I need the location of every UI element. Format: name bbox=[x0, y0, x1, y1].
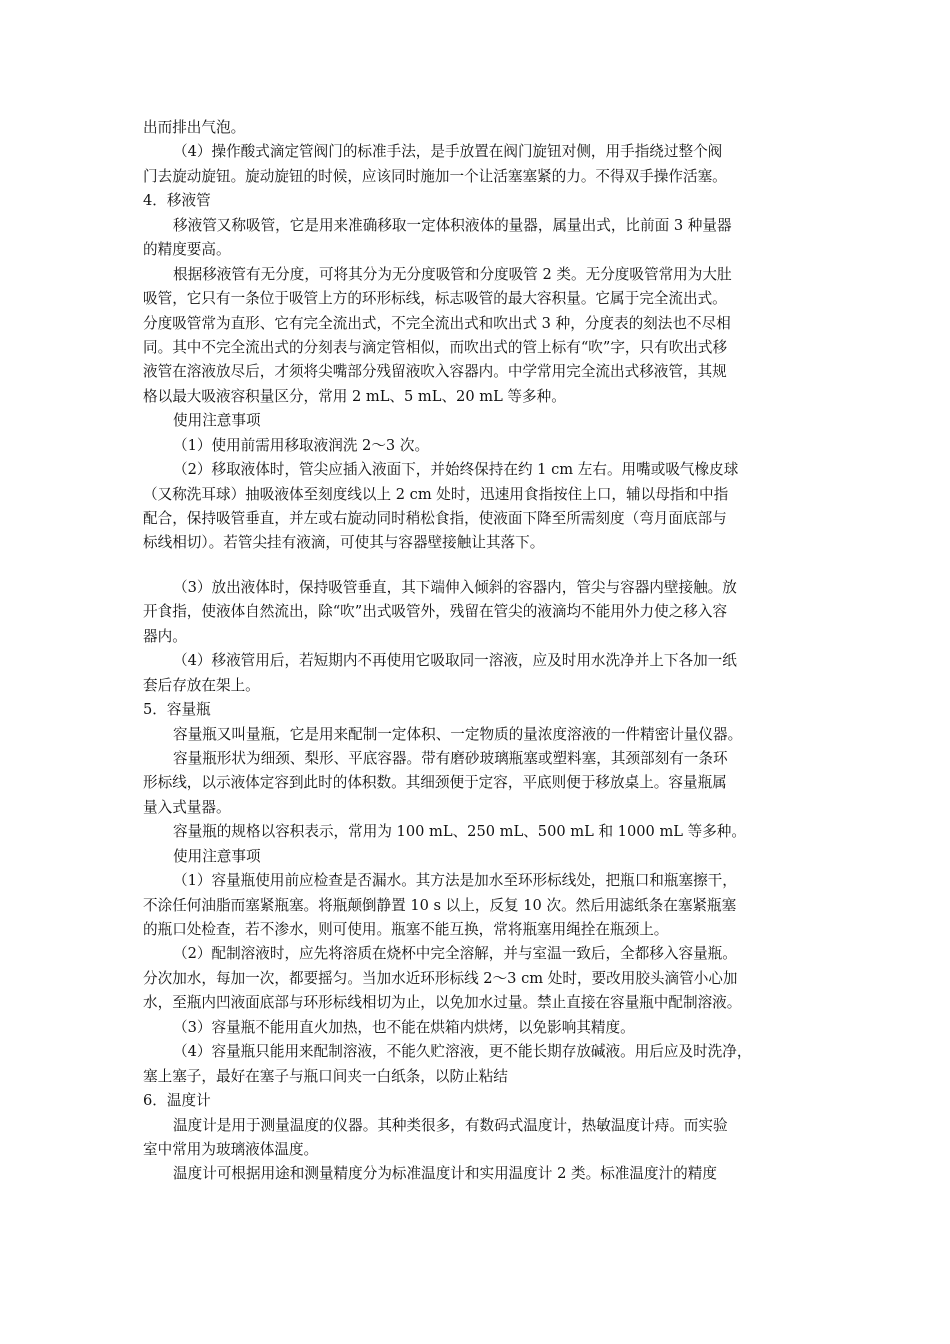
text-line: 格以最大吸液容积量区分，常用 2 mL、5 mL、20 mL 等多种。 bbox=[143, 387, 566, 405]
section-heading bbox=[143, 698, 809, 722]
text-line: （3）放出液体时，保持吸管垂直，其下端伸入倾斜的容器内，管尖与容器内壁接触。放 bbox=[173, 578, 737, 596]
paragraph bbox=[143, 649, 809, 698]
text-line: 器内。 bbox=[143, 627, 187, 645]
text-line: 容量瓶又叫量瓶，它是用来配制一定体积、一定物质的量浓度溶液的一件精密计量仪器。 bbox=[173, 725, 743, 743]
text-line: 4．移液管 bbox=[143, 192, 211, 210]
text-line: 的精度要高。 bbox=[143, 241, 231, 259]
section-heading bbox=[143, 189, 809, 213]
paragraph-gap bbox=[143, 556, 809, 576]
text-line: 同。其中不完全流出式的分刻表与滴定管相似，而吹出式的管上标有“吹”字，只有吹出式移 bbox=[143, 338, 728, 356]
paragraph bbox=[143, 942, 809, 1015]
paragraph bbox=[143, 845, 809, 869]
paragraph bbox=[143, 1016, 809, 1040]
paragraph bbox=[143, 1114, 809, 1163]
text-line: 使用注意事项 bbox=[173, 412, 261, 430]
text-line: 套后存放在架上。 bbox=[143, 676, 260, 694]
text-line: 移液管又称吸管，它是用来准确移取一定体积液体的量器，属量出式，比前面 3 种量器 bbox=[173, 216, 732, 234]
paragraph bbox=[143, 820, 809, 844]
text-line: （2）移取液体时，管尖应插入液面下，并始终保持在约 1 cm 左右。用嘴或吸气橡皮球 bbox=[173, 461, 739, 479]
text-line: 温度计是用于测量温度的仪器。其种类很多，有数码式温度计，热敏温度计痔。而实验 bbox=[173, 1116, 728, 1134]
text-line: （1）容量瓶使用前应检查是否漏水。其方法是加水至环形标线处，把瓶口和瓶塞擦干， bbox=[173, 872, 737, 890]
text-line: 不涂任何油脂而塞紧瓶塞。将瓶颠倒静置 10 s 以上，反复 10 次。然后用滤纸条在塞紧瓶塞 bbox=[143, 896, 737, 914]
text-line: 出而排出气泡。 bbox=[143, 119, 246, 136]
text-line: 门去旋动旋钮。旋动旋钮的时候，应该同时施加一个让活塞塞紧的力。不得双手操作活塞。 bbox=[143, 167, 727, 185]
text-line: （2）配制溶液时，应先将溶质在烧杯中完全溶解，并与室温一致后，全都移入容量瓶。 bbox=[173, 945, 737, 963]
section-heading bbox=[143, 116, 809, 140]
text-line: 使用注意事项 bbox=[173, 847, 261, 865]
text-line: （1）使用前需用移取液润洗 2～3 次。 bbox=[173, 436, 430, 454]
paragraph bbox=[143, 576, 809, 649]
text-line: 标线相切）。若管尖挂有液滴，可使其与容器壁接触让其落下。 bbox=[143, 534, 545, 552]
text-line: （3）容量瓶不能用直火加热，也不能在烘箱内烘烤，以免影响其精度。 bbox=[173, 1018, 635, 1036]
paragraph bbox=[143, 747, 809, 820]
text-line: （又称洗耳球）抽吸液体至刻度线以上 2 cm 处时，迅速用食指按住上口，辅以母指和中指 bbox=[143, 485, 729, 503]
text-line: 容量瓶形状为细颈、梨形、平底容器。带有磨砂玻璃瓶塞或塑料塞，其颈部刻有一条环 bbox=[173, 749, 728, 767]
text-line: 室中常用为玻璃液体温度。 bbox=[143, 1140, 319, 1158]
section-heading bbox=[143, 1089, 809, 1113]
text-line: 水，至瓶内凹液面底部与环形标线相切为止，以免加水过量。禁止直接在容量瓶中配制溶液。 bbox=[143, 994, 742, 1012]
paragraph bbox=[143, 1162, 809, 1186]
text-line: 温度计可根据用途和测量精度分为标准温度计和实用温度计 2 类。标准温度汁的精度 bbox=[173, 1165, 717, 1183]
text-line: 的瓶口处检查，若不渗水，则可使用。瓶塞不能互换，常将瓶塞用绳拴在瓶颈上。 bbox=[143, 921, 669, 938]
text-line: 根据移液管有无分度，可将其分为无分度吸管和分度吸管 2 类。无分度吸管常用为大肚 bbox=[173, 265, 732, 283]
text-line: 配合，保持吸管垂直，并左或右旋动同时稍松食指，使液面下降至所需刻度（弯月面底部与 bbox=[143, 510, 727, 527]
text-line: 液管在溶液放尽后，才须将尖嘴部分残留液吹入容器内。中学常用完全流出式移液管，其规 bbox=[143, 363, 727, 381]
paragraph bbox=[143, 434, 809, 458]
text-line: （4）移液管用后，若短期内不再使用它吸取同一溶液，应及时用水洗净并上下各加一纸 bbox=[173, 652, 737, 670]
paragraph bbox=[143, 458, 809, 556]
text-line: 开食指，使液体自然流出，除“吹”出式吸管外，残留在管尖的液滴均不能用外力使之移入容 bbox=[143, 603, 728, 621]
text-line: 形标线，以示液体定容到此时的体积数。其细颈便于定容，平底则便于移放桌上。容量瓶属 bbox=[143, 774, 727, 792]
paragraph bbox=[143, 869, 809, 942]
text-line: 6．温度计 bbox=[143, 1092, 211, 1110]
text-line: （4）容量瓶只能用来配制溶液，不能久贮溶液，更不能长期存放碱液。用后应及时洗净， bbox=[173, 1043, 752, 1061]
text-column bbox=[143, 116, 809, 1187]
paragraph bbox=[143, 214, 809, 263]
text-line: 5．容量瓶 bbox=[143, 701, 211, 719]
text-line: 分次加水，每加一次，都要摇匀。当加水近环形标线 2～3 cm 处时，要改用胶头滴管小心加 bbox=[143, 969, 738, 987]
text-line: （4）操作酸式滴定管阀门的标准手法，是手放置在阀门旋钮对侧，用手指绕过整个阀 bbox=[173, 143, 723, 161]
paragraph bbox=[143, 263, 809, 410]
text-line: 量入式量器。 bbox=[143, 798, 231, 816]
text-line: 吸管，它只有一条位于吸管上方的环形标线，标志吸管的最大容积量。它属于完全流出式。 bbox=[143, 290, 727, 308]
text-line: 分度吸管常为直形、它有完全流出式，不完全流出式和吹出式 3 种，分度表的刻法也不尽相 bbox=[143, 314, 731, 332]
paragraph bbox=[143, 1040, 809, 1089]
paragraph bbox=[143, 140, 809, 189]
paragraph bbox=[143, 723, 809, 747]
text-line: 塞上塞子，最好在塞子与瓶口间夹一白纸条，以防止粘结 bbox=[143, 1067, 508, 1085]
paragraph bbox=[143, 409, 809, 433]
text-line: 容量瓶的规格以容积表示，常用为 100 mL、250 mL、500 mL 和 1000 mL 等多种。 bbox=[173, 823, 746, 841]
